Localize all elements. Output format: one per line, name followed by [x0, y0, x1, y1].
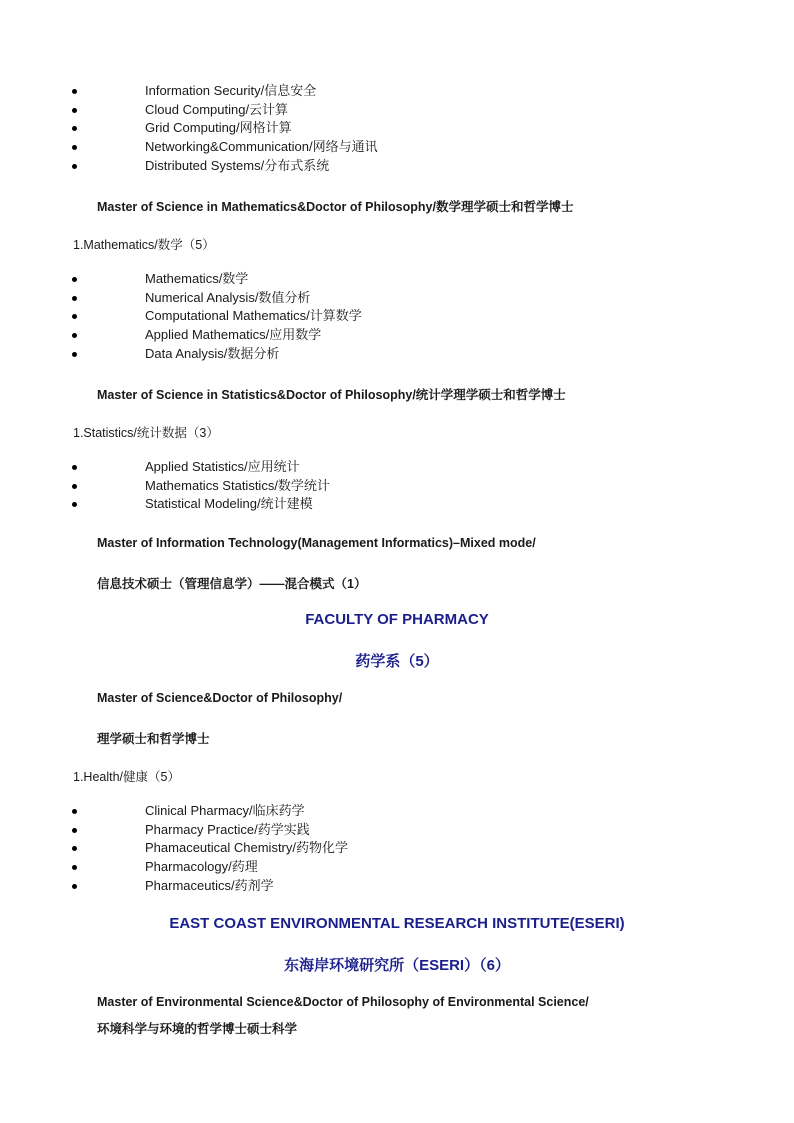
list-item: Phamaceutical Chemistry/药物化学: [72, 839, 348, 858]
bullet-icon: [72, 352, 77, 357]
eseri-program-heading-cn: 环境科学与环境的哲学博士硕士科学: [97, 1022, 298, 1036]
bullet-icon: [72, 465, 77, 470]
bullet-icon: [72, 502, 77, 507]
stats-program-heading: Master of Science in Statistics&Doctor of Philosophy/统计学理学硕士和哲学博士: [97, 388, 566, 402]
it-program-heading-cn: 信息技术硕士（管理信息学）——混合模式（1）: [97, 577, 367, 591]
list-item: Data Analysis/数据分析: [72, 345, 362, 364]
list-item: Applied Statistics/应用统计: [72, 458, 330, 477]
eseri-institute-title-cn: 东海岸环境研究所（ESERI）（6）: [284, 957, 510, 974]
list-item: Cloud Computing/云计算: [72, 101, 378, 120]
list-item: Pharmacy Practice/药学实践: [72, 821, 348, 840]
stats-category: 1.Statistics/统计数据（3）: [73, 426, 219, 440]
bullet-icon: [72, 828, 77, 833]
bullet-icon: [72, 296, 77, 301]
list-item: Clinical Pharmacy/临床药学: [72, 802, 348, 821]
bullet-icon: [72, 314, 77, 319]
pharmacy-faculty-title-cn: 药学系（5）: [355, 653, 439, 670]
list-item: Networking&Communication/网络与通讯: [72, 138, 378, 157]
list-item: Mathematics/数学: [72, 270, 362, 289]
pharmacy-program-heading-cn: 理学硕士和哲学博士: [97, 732, 210, 746]
math-specialization-list: [72, 270, 362, 363]
eseri-program-heading-en: Master of Environmental Science&Doctor of Philosophy of Environmental Science/: [97, 995, 589, 1009]
list-item: Distributed Systems/分布式系统: [72, 157, 378, 176]
list-item: Grid Computing/网格计算: [72, 119, 378, 138]
list-item: Information Security/信息安全: [72, 82, 378, 101]
list-item: Mathematics Statistics/数学统计: [72, 477, 330, 496]
pharmacy-specialization-list: [72, 802, 348, 895]
pharmacy-program-heading-en: Master of Science&Doctor of Philosophy/: [97, 691, 343, 705]
bullet-icon: [72, 145, 77, 150]
stats-specialization-list: [72, 458, 330, 514]
pharmacy-category: 1.Health/健康（5）: [73, 770, 180, 784]
it-program-heading-en: Master of Information Technology(Management Informatics)–Mixed mode/: [97, 536, 536, 550]
list-item: Statistical Modeling/统计建模: [72, 495, 330, 514]
list-item: Pharmaceutics/药剂学: [72, 877, 348, 896]
cs-specialization-list: [72, 82, 378, 175]
bullet-icon: [72, 884, 77, 889]
bullet-icon: [72, 277, 77, 282]
bullet-icon: [72, 809, 77, 814]
list-item: Pharmacology/药理: [72, 858, 348, 877]
math-program-heading: Master of Science in Mathematics&Doctor of Philosophy/数学理学硕士和哲学博士: [97, 200, 574, 214]
bullet-icon: [72, 164, 77, 169]
bullet-icon: [72, 846, 77, 851]
list-item: Numerical Analysis/数值分析: [72, 289, 362, 308]
bullet-icon: [72, 333, 77, 338]
list-item: Applied Mathematics/应用数学: [72, 326, 362, 345]
pharmacy-faculty-title: FACULTY OF PHARMACY: [305, 611, 489, 628]
bullet-icon: [72, 89, 77, 94]
bullet-icon: [72, 865, 77, 870]
bullet-icon: [72, 126, 77, 131]
bullet-icon: [72, 108, 77, 113]
math-category: 1.Mathematics/数学（5）: [73, 238, 215, 252]
eseri-institute-title: EAST COAST ENVIRONMENTAL RESEARCH INSTITUTE(ESERI): [169, 915, 625, 932]
bullet-icon: [72, 484, 77, 489]
list-item: Computational Mathematics/计算数学: [72, 307, 362, 326]
